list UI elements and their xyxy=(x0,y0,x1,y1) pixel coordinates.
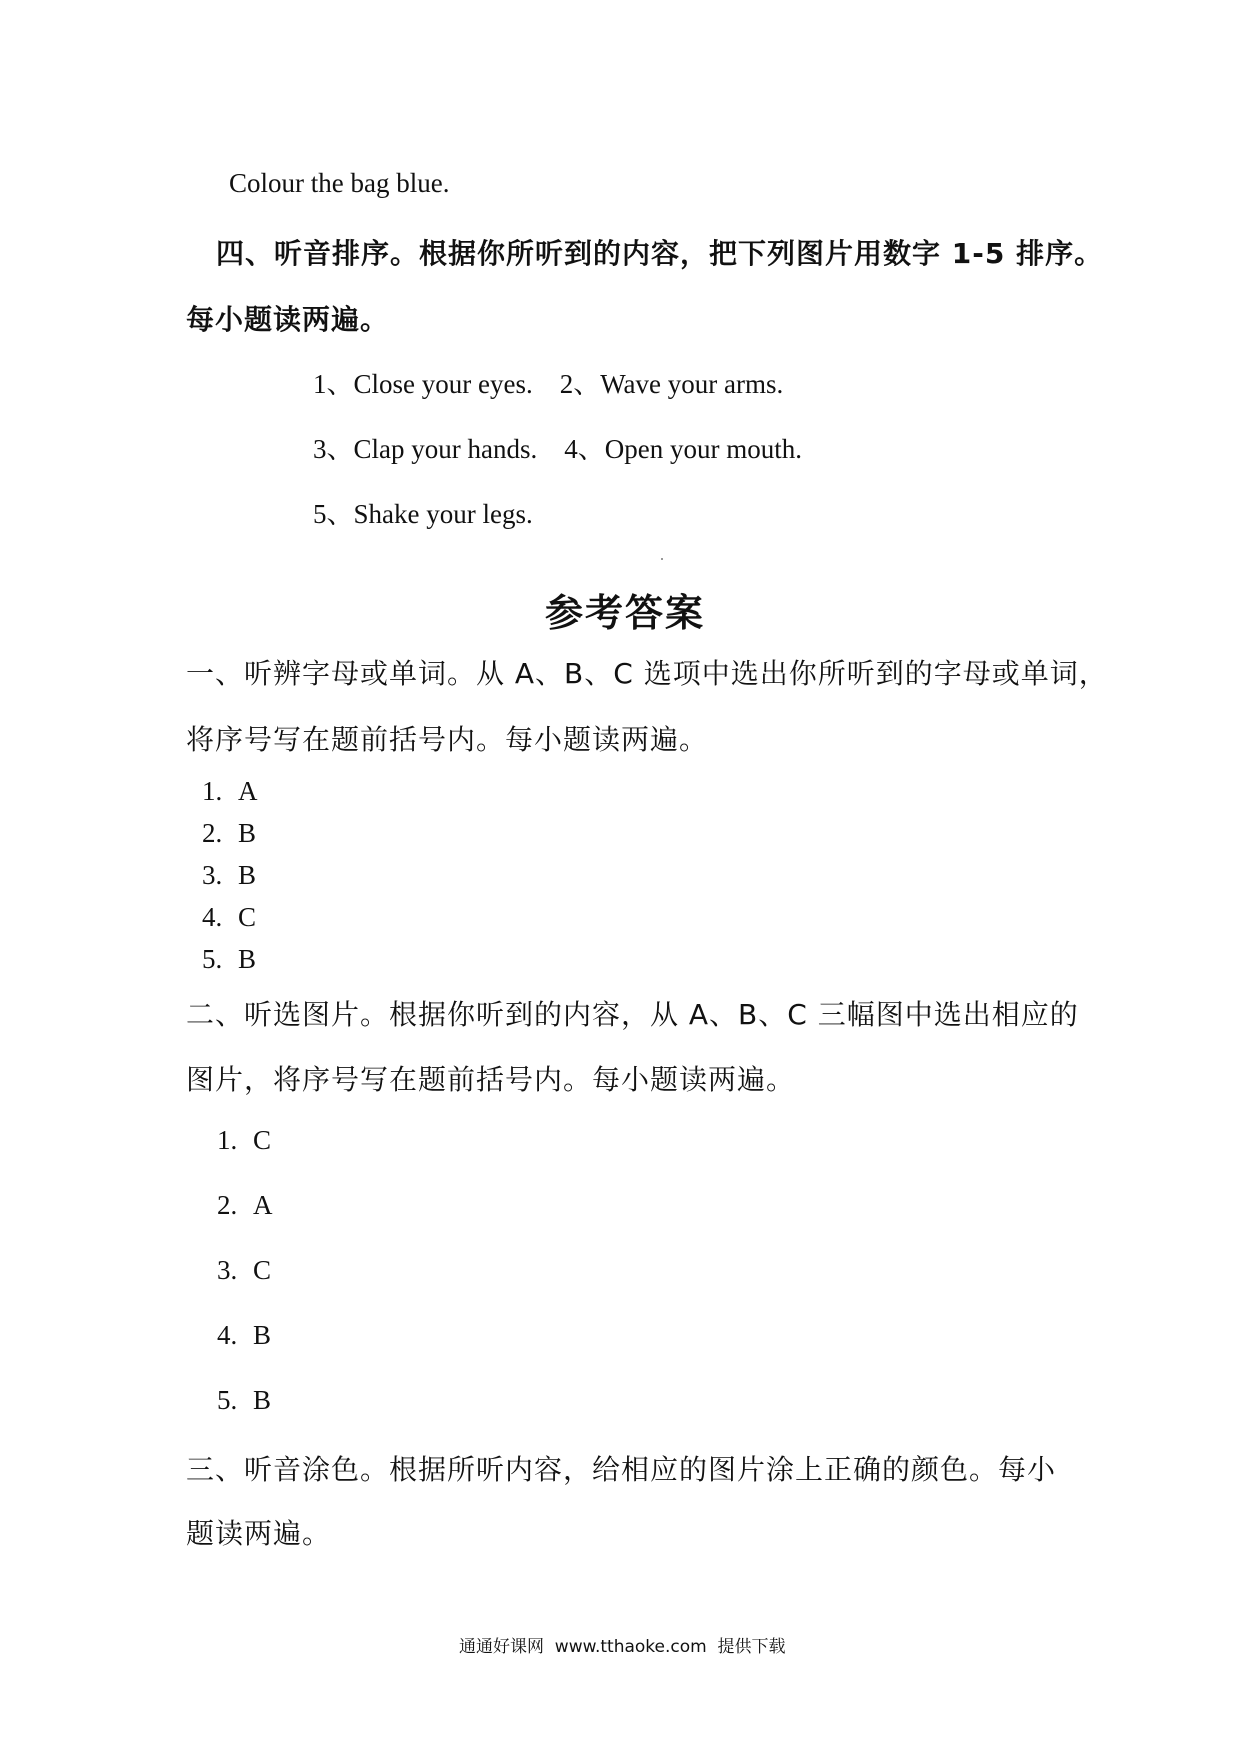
answer-value: B xyxy=(238,818,257,848)
scan-speck xyxy=(661,558,663,560)
answer-number: 3. xyxy=(202,860,223,890)
answer-value: A xyxy=(238,776,258,806)
answer-number: 2. xyxy=(217,1190,238,1220)
answer-number: 5. xyxy=(202,944,223,974)
section4-items-row3: 5、Shake your legs. xyxy=(313,499,533,529)
answers-part2-item xyxy=(217,1190,273,1221)
answers-part1-item xyxy=(202,776,258,807)
answers-part2-item xyxy=(217,1320,271,1351)
answer-number: 1. xyxy=(202,776,223,806)
answer-value: C xyxy=(253,1255,272,1285)
answers-part2-item xyxy=(217,1385,271,1416)
answer-value: C xyxy=(253,1125,272,1155)
section4-items-row2: 3、Clap your hands. 4、Open your mouth. xyxy=(313,434,802,464)
answer-value: B xyxy=(253,1385,272,1415)
section4-heading-line1: 四、听音排序。根据你所听到的内容，把下列图片用数字 1-5 排序。 xyxy=(216,237,1104,270)
answer-number: 2. xyxy=(202,818,223,848)
answer-number: 4. xyxy=(217,1320,238,1350)
answers-part1-item xyxy=(202,902,256,933)
answer-value: C xyxy=(238,902,257,932)
answers-part3-heading-line1: 三、听音涂色。根据所听内容，给相应的图片涂上正确的颜色。每小 xyxy=(186,1453,1057,1486)
answers-part2-item xyxy=(217,1255,271,1286)
answer-value: B xyxy=(238,944,257,974)
answers-part2-heading-line2: 图片，将序号写在题前括号内。每小题读两遍。 xyxy=(186,1063,796,1096)
answer-number: 1. xyxy=(217,1125,238,1155)
section4-heading-line2: 每小题读两遍。 xyxy=(186,303,390,336)
section4-items-row1: 1、Close your eyes. 2、Wave your arms. xyxy=(313,369,784,399)
answers-part3-heading-line2: 题读两遍。 xyxy=(186,1517,332,1550)
answer-value: A xyxy=(253,1190,273,1220)
answer-number: 4. xyxy=(202,902,223,932)
answers-part1-heading-line1: 一、听辨字母或单词。从 A、B、C 选项中选出你所听到的字母或单词， xyxy=(186,657,1108,690)
answer-title: 参考答案 xyxy=(545,591,706,635)
answer-value: B xyxy=(238,860,257,890)
answers-part2-item xyxy=(217,1125,271,1156)
answers-part1-item xyxy=(202,944,256,975)
answer-number: 3. xyxy=(217,1255,238,1285)
page-footer: 通通好课网 www.tthaoke.com 提供下载 xyxy=(459,1637,786,1657)
section3-tail-text: Colour the bag blue. xyxy=(229,168,450,198)
answers-part2-heading-line1: 二、听选图片。根据你听到的内容，从 A、B、C 三幅图中选出相应的 xyxy=(186,998,1079,1031)
answers-part1-item xyxy=(202,860,256,891)
answer-value: B xyxy=(253,1320,272,1350)
answers-part1-item xyxy=(202,818,256,849)
answer-number: 5. xyxy=(217,1385,238,1415)
answers-part1-heading-line2: 将序号写在题前括号内。每小题读两遍。 xyxy=(186,723,709,756)
